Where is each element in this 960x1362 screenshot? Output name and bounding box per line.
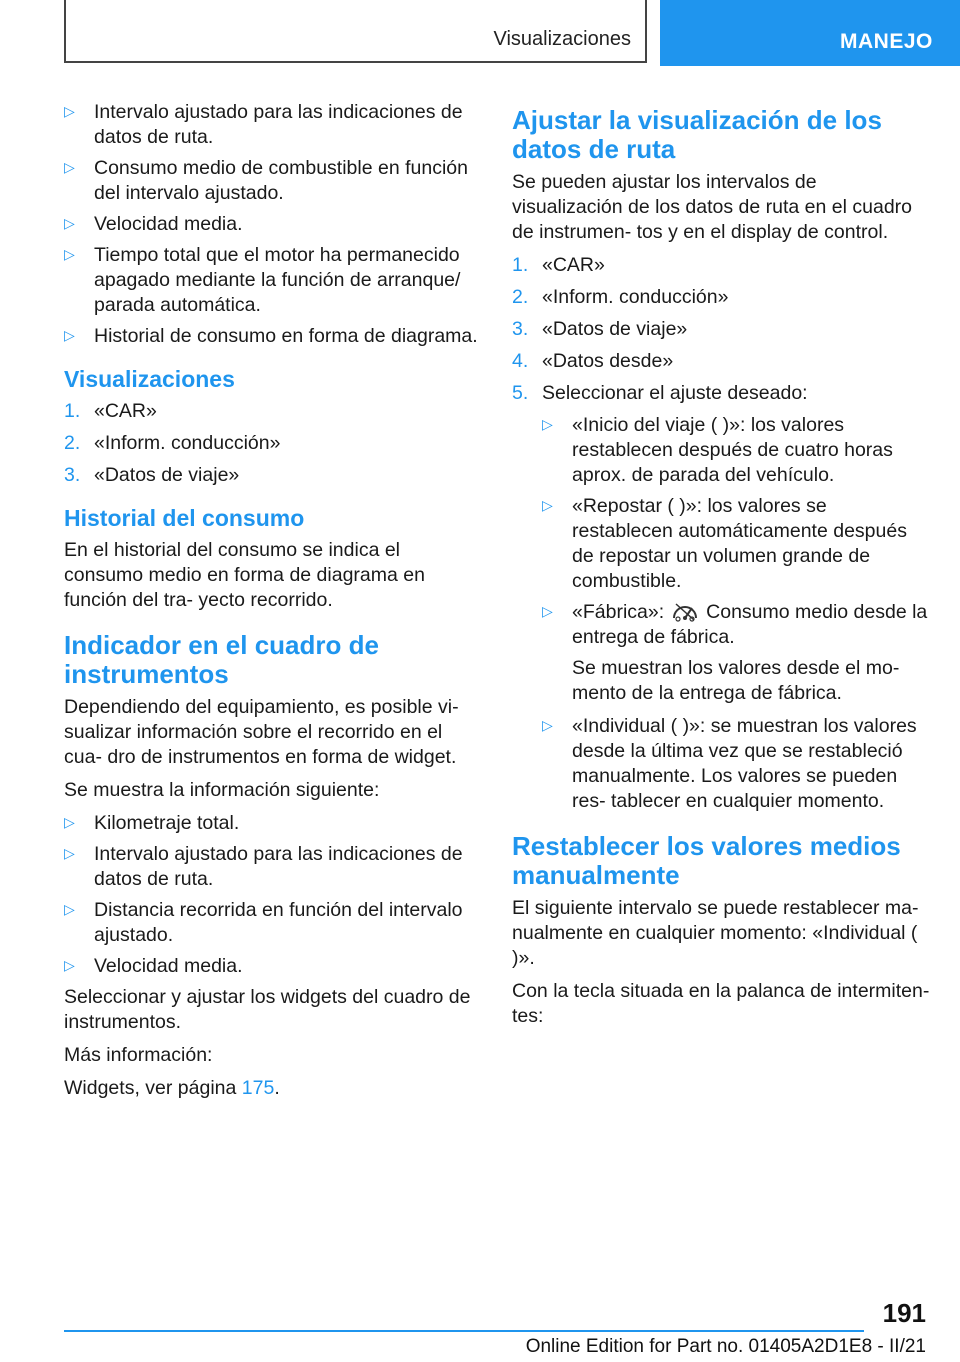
page-number: 191 xyxy=(882,1298,926,1328)
list-item xyxy=(64,463,480,488)
list-item: ▷ Velocidad media. xyxy=(64,212,480,237)
heading-ajustar: Ajustar la visualización de los datos de ruta xyxy=(512,105,882,164)
list-item: ▷ Historial de consumo en forma de diagrama. xyxy=(64,324,480,349)
indicador-bullet-list xyxy=(64,811,480,979)
step-number: 1. xyxy=(512,254,529,276)
step-number: 1. xyxy=(64,400,81,422)
option-repostar: ▷ «Repostar ( )»: los valores se restablecen automáticamente después de repostar un volumen grande de combustible. xyxy=(542,494,932,594)
visualizaciones-steps xyxy=(64,399,480,488)
step-text: «CAR» xyxy=(542,254,605,276)
list-item xyxy=(512,349,932,374)
intro-bullet-list xyxy=(64,100,480,349)
header-chapter-title: MANEJO xyxy=(840,30,933,53)
list-item: ▷ Velocidad media. xyxy=(64,954,480,979)
footer-divider xyxy=(64,1330,864,1332)
step-text: «CAR» xyxy=(94,400,157,422)
page-header xyxy=(64,0,960,66)
list-item: ▷ Intervalo ajustado para las indicaciones de datos de ruta. xyxy=(64,842,480,892)
step-number: 2. xyxy=(64,432,81,454)
list-item: ▷ Kilometraje total. xyxy=(64,811,480,836)
indicador-para-1: Dependiendo del equipamiento, es posible vi- sualizar información sobre el recorrido en el cua- dro de instrumentos en forma de widget. xyxy=(64,696,459,768)
fabrica-text: Consumo medio desde la entrega de fábrica. xyxy=(572,601,928,648)
fabrica-note: Se muestran los valores desde el mo- mento de la entrega de fábrica. xyxy=(572,657,900,704)
step-text: «Inform. conducción» xyxy=(542,286,729,308)
step-text: «Datos desde» xyxy=(542,350,674,372)
option-inicio: ▷ «Inicio del viaje ( )»: los valores restablecen después de cuatro horas aprox. de parada del vehículo. xyxy=(542,413,932,488)
edition-line: Online Edition for Part no. 01405A2D1E8 - II/21 xyxy=(525,1336,926,1357)
indicador-para-2: Se muestra la información siguiente: xyxy=(64,779,380,801)
right-column xyxy=(512,100,932,1037)
step-number: 4. xyxy=(512,350,529,372)
restablecer-para-2: Con la tecla situada en la palanca de intermiten- tes: xyxy=(512,980,930,1027)
indicador-para-3: Seleccionar y ajustar los widgets del cuadro de instrumentos. xyxy=(64,986,471,1033)
list-item xyxy=(64,399,480,424)
heading-historial: Historial del consumo xyxy=(64,505,305,531)
list-item: ▷ Consumo medio de combustible en función del intervalo ajustado. xyxy=(64,156,480,206)
list-item xyxy=(512,381,932,814)
step-text: Seleccionar el ajuste deseado: xyxy=(542,382,808,404)
step-text: «Datos de viaje» xyxy=(542,318,688,340)
page-175-link[interactable]: 175 xyxy=(241,1077,275,1099)
step-number: 3. xyxy=(64,464,81,486)
left-column xyxy=(64,100,480,1109)
step-number: 3. xyxy=(512,318,529,340)
list-item: ▷ Distancia recorrida en función del intervalo ajustado. xyxy=(64,898,480,948)
option-fabrica xyxy=(542,600,932,706)
header-section-title: Visualizaciones xyxy=(493,28,631,50)
list-item: ▷ Tiempo total que el motor ha permanecido apagado mediante la función de arranque/ parada automática. xyxy=(64,243,480,318)
list-item xyxy=(512,317,932,342)
reference-end: . xyxy=(274,1077,280,1099)
step-text: «Inform. conducción» xyxy=(94,432,281,454)
heading-indicador: Indicador en el cuadro de instrumentos xyxy=(64,630,379,689)
list-item xyxy=(512,253,932,278)
historial-text: En el historial del consumo se indica el consumo medio en forma de diagrama en función del tra- yecto recorrido. xyxy=(64,539,425,611)
ajustar-steps xyxy=(512,253,932,814)
widgets-reference xyxy=(64,1076,480,1101)
heading-visualizaciones: Visualizaciones xyxy=(64,366,235,392)
list-item: ▷ Intervalo ajustado para las indicaciones de datos de ruta. xyxy=(64,100,480,150)
factory-gauge-icon xyxy=(670,600,700,622)
option-individual: ▷ «Individual ( )»: se muestran los valores desde la última vez que se restableció manualmente. Los valores se pueden res- tablecer en cualquier momento. xyxy=(542,714,932,814)
heading-restablecer: Restablecer los valores medios manualmente xyxy=(512,831,901,890)
interval-options-list xyxy=(542,413,932,814)
step-number: 2. xyxy=(512,286,529,308)
step-text: «Datos de viaje» xyxy=(94,464,240,486)
reference-text: Widgets, ver página xyxy=(64,1077,242,1099)
indicador-para-4: Más información: xyxy=(64,1044,213,1066)
header-section-box xyxy=(64,0,647,63)
list-item xyxy=(512,285,932,310)
list-item xyxy=(64,431,480,456)
step-number: 5. xyxy=(512,382,529,404)
header-chapter-tab xyxy=(660,0,960,66)
restablecer-para-1: El siguiente intervalo se puede restablecer ma- nualmente en cualquier momento: «Individual ( )». xyxy=(512,897,919,969)
ajustar-intro: Se pueden ajustar los intervalos de visualización de los datos de ruta en el cuadro de instrumen- tos y en el display de control. xyxy=(512,171,912,243)
fabrica-label: «Fábrica»: xyxy=(572,601,665,623)
